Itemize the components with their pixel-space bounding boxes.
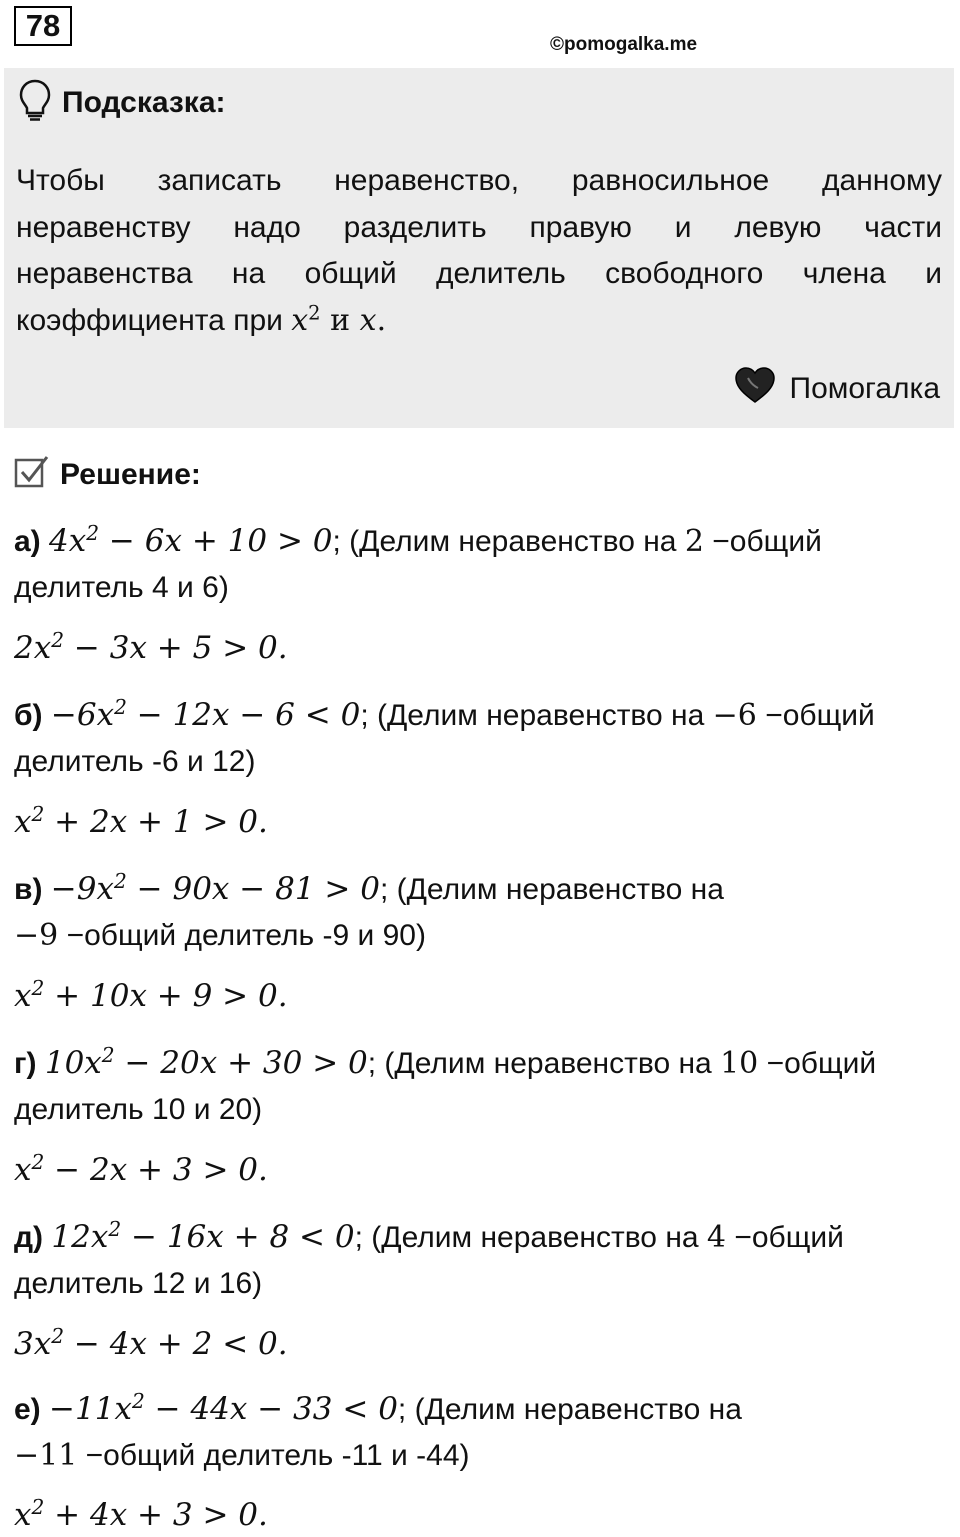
watermark: ©pomogalka.me [550, 34, 698, 55]
solution-header [14, 454, 201, 495]
solution-item: $в) -9x^2 - 90x - 81 > 0$; (Делим неравенство на −9 −общий делитель -9 и 90) [14, 868, 724, 953]
hint-line: неравенства на общий делитель свободного члена и [16, 257, 942, 290]
hint-header [18, 78, 226, 127]
solution-item: $е) -11x^2 - 44x - 33 < 0$; (Делим неравенство на −11 −общий делитель -11 и -44) [14, 1388, 742, 1473]
solution-item: д) $12x^2 - 16x + 8 < 0$; (Делим неравенство на 4 −общий делитель 12 и 16) [14, 1216, 844, 1300]
solution-item: г) $10x^2 - 20x + 30 > 0$; (Делим неравенство на 10 −общий делитель 10 и 20) [14, 1042, 877, 1126]
solution-item: $б) -6x^2 - 12x - 6 < 0$; (Делим неравенство на −6 −общий делитель -6 и 12) [14, 694, 875, 778]
solution-result: $x^2 + 10x + 9 > 0$. [14, 975, 288, 1014]
solution-result: $3x^2 - 4x + 2 < 0$. [14, 1323, 288, 1362]
hint-line: коэффициента при $x^2$ и x. [16, 300, 387, 338]
solution-item: а) $4x^2 - 6x + 10 > 0$; (Делим неравенство на 2 −общий делитель 4 и 6) [14, 520, 822, 604]
task-number: 78 [14, 6, 72, 46]
brand-name: Помогалка [789, 372, 940, 405]
hint-line: Чтобы записать неравенство, равносильное данному [16, 164, 942, 197]
checkbox-check-icon [14, 454, 50, 495]
solution-title: Решение: [60, 457, 201, 491]
brand [734, 366, 941, 412]
hint-panel [4, 68, 954, 428]
heart-icon [734, 366, 776, 412]
solution-result: $x^2 + 4x + 3 > 0$. [14, 1494, 268, 1533]
hint-title: Подсказка: [62, 85, 226, 119]
solution-result: $x^2 + 2x + 1 > 0$. [14, 801, 268, 840]
hint-text [16, 158, 942, 344]
lightbulb-icon [18, 78, 52, 127]
solution-result: $x^2 - 2x + 3 > 0$. [14, 1149, 268, 1188]
hint-line: неравенству надо разделить правую и левую части [16, 210, 942, 244]
solution-result: $2x^2 - 3x + 5 > 0$. [14, 627, 288, 666]
